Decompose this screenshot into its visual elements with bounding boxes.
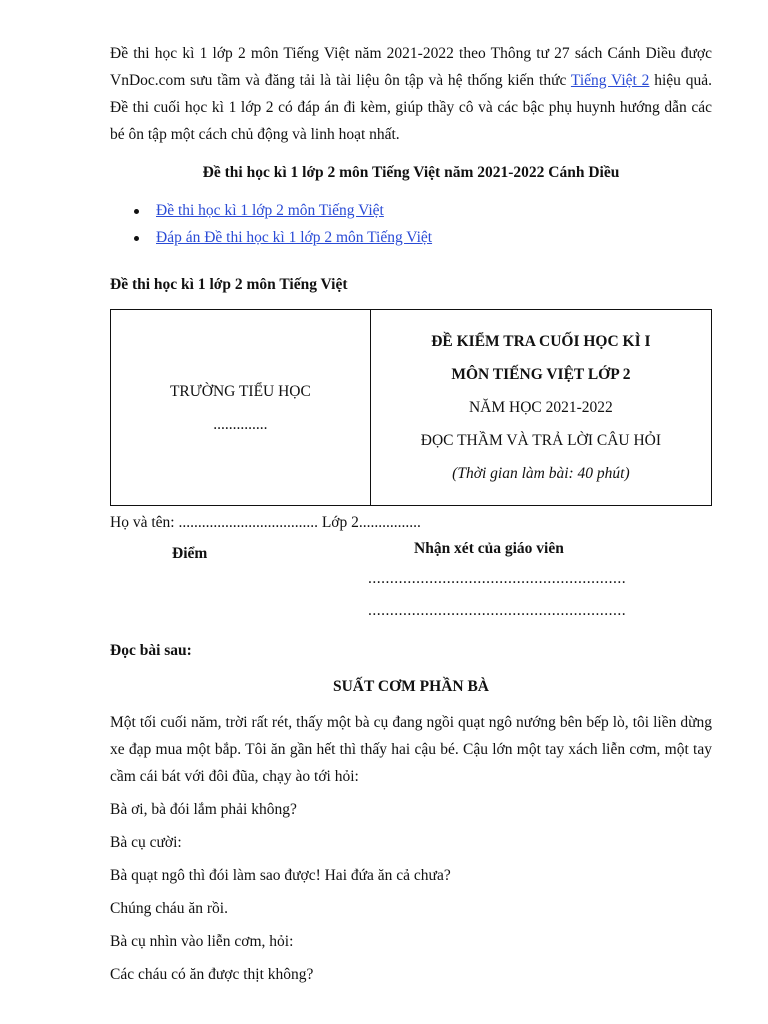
dialog-line: Chúng cháu ăn rồi. (110, 900, 228, 917)
toc-item (156, 197, 712, 224)
exam-section: ĐỌC THẦM VÀ TRẢ LỜI CÂU HỎI (420, 432, 662, 449)
intro-text-before-link: Đề thi học kì 1 lớp 2 môn Tiếng Việt năm 2021-2022 theo Thông tư 27 sách Cánh Diều được VnDoc.com sưu tầm và đăng tải là tài liệu ôn tập và hệ thống kiến thức (110, 45, 712, 89)
student-info-line: Họ và tên: .................................... Lớp 2................ (110, 514, 421, 531)
school-blank: .............. (213, 415, 268, 433)
story-title: SUẤT CƠM PHẦN BÀ (332, 678, 489, 695)
toc-link-answers[interactable]: Đáp án Đề thi học kì 1 lớp 2 môn Tiếng Việt (156, 229, 433, 246)
dialog-line: Bà cụ cười: (110, 834, 182, 851)
story-paragraph: Một tối cuối năm, trời rất rét, thấy một bà cụ đang ngồi quạt ngô nướng bên bếp lò, tôi liền dừng xe đạp mua một bắp. Tôi ăn gần hết thì thấy hai cậu bé. Cậu lớn một tay xách liễn cơm, một tay cầm cái bát với đôi đũa, chạy ào tới hỏi: (110, 714, 712, 785)
tieng-viet-2-link[interactable]: Tiếng Việt 2 (570, 72, 650, 89)
school-label: TRƯỜNG TIỂU HỌC (169, 382, 311, 400)
section-heading: Đề thi học kì 1 lớp 2 môn Tiếng Việt (110, 276, 348, 293)
intro-paragraph (110, 40, 712, 148)
score-section (110, 535, 712, 635)
toc-item (156, 224, 712, 251)
time-note: (Thời gian làm bài: 40 phút) (452, 465, 630, 482)
score-label: Điểm (172, 545, 208, 562)
story-dialog (110, 793, 712, 991)
main-title: Đề thi học kì 1 lớp 2 môn Tiếng Việt năm 2021-2022 Cánh Diều (202, 164, 620, 181)
intro-text-after-link: hiệu quả. Đề thi cuối học kì 1 lớp 2 có đáp án đi kèm, giúp thầy cô và các bậc phụ huynh hướng dẫn các bé ôn tập một cách chủ động và linh hoạt nhất. (110, 72, 713, 143)
exam-subject: MÔN TIẾNG VIỆT LỚP 2 (451, 366, 631, 383)
teacher-comment-title: Nhận xét của giáo viên (414, 540, 564, 557)
dialog-line: Bà ơi, bà đói lắm phải không? (110, 801, 297, 818)
toc-list (110, 197, 712, 251)
dialog-line: Các cháu có ăn được thịt không? (110, 966, 314, 983)
exam-info-cell (370, 310, 711, 506)
dialog-line: Bà quạt ngô thì đói làm sao được! Hai đứa ăn cả chưa? (110, 867, 451, 884)
document-page (110, 40, 712, 991)
comment-line: ........................................................... (368, 570, 627, 587)
school-cell (111, 310, 371, 506)
exam-header-table (110, 309, 712, 506)
comment-line: ........................................................... (368, 602, 627, 619)
dialog-line: Bà cụ nhìn vào liễn cơm, hỏi: (110, 933, 294, 950)
school-year: NĂM HỌC 2021-2022 (468, 399, 613, 416)
read-instruction: Đọc bài sau: (110, 642, 192, 659)
teacher-comment-block (368, 535, 628, 627)
exam-title: ĐỀ KIỂM TRA CUỐI HỌC KÌ I (431, 333, 651, 350)
toc-link-exam[interactable]: Đề thi học kì 1 lớp 2 môn Tiếng Việt (156, 202, 384, 219)
